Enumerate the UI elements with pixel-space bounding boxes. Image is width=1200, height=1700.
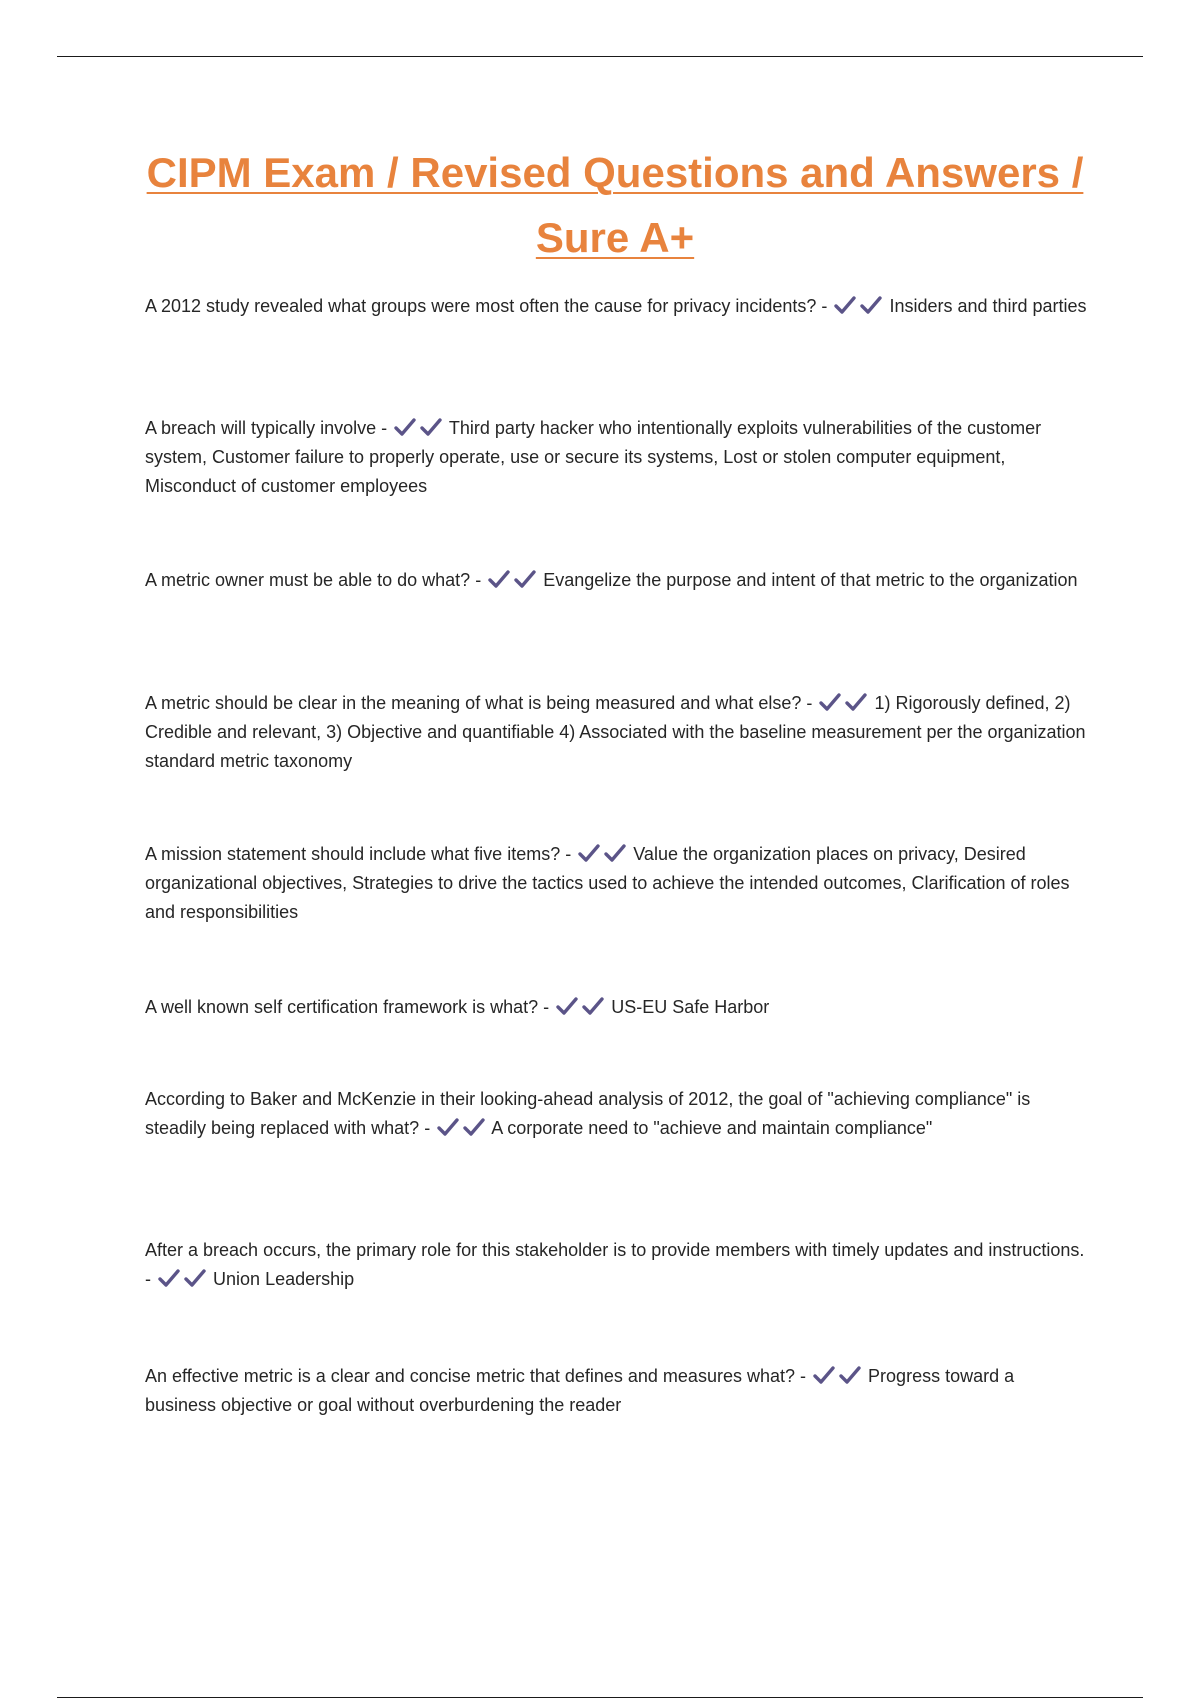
qa-item: [145, 689, 1090, 776]
check-icon: [581, 996, 605, 1016]
separator: -: [381, 418, 388, 438]
separator: -: [565, 844, 572, 864]
question-text: According to Baker and McKenzie in their looking-ahead analysis of 2012, the goal of "achieving compliance" is steadily being replaced with what?: [145, 1089, 1031, 1138]
document-title: CIPM Exam / Revised Questions and Answers / Sure A+: [146, 149, 1084, 261]
check-icon: [555, 996, 579, 1016]
check-icon: [462, 1117, 486, 1137]
question-text: A mission statement should include what five items?: [145, 844, 561, 864]
check-icon: [838, 1365, 862, 1385]
answer-text: Value the organization places on privacy, Desired organizational objectives, Strategies to drive the tactics used to achieve the intended outcomes, Clarification of roles and responsibilities: [145, 844, 1070, 922]
answer-text: US-EU Safe Harbor: [611, 997, 770, 1017]
question-text: A 2012 study revealed what groups were most often the cause for privacy incidents?: [145, 296, 817, 316]
question-text: An effective metric is a clear and concise metric that defines and measures what?: [145, 1366, 795, 1386]
check-icon: [818, 692, 842, 712]
check-icon: [393, 417, 417, 437]
answer-text: Evangelize the purpose and intent of that metric to the organization: [543, 570, 1078, 590]
check-icon: [487, 569, 511, 589]
check-icon: [183, 1268, 207, 1288]
qa-item: [145, 414, 1090, 501]
qa-item: [145, 1085, 1090, 1143]
check-icon: [157, 1268, 181, 1288]
answer-text: Progress toward a business objective or goal without overburdening the reader: [145, 1366, 1015, 1415]
check-icon: [844, 692, 868, 712]
check-icon: [603, 843, 627, 863]
check-icon: [419, 417, 443, 437]
qa-item: [145, 292, 1090, 321]
bottom-rule: [57, 1697, 1143, 1698]
check-icon: [812, 1365, 836, 1385]
check-icon: [859, 295, 883, 315]
answer-text: Insiders and third parties: [889, 296, 1087, 316]
separator: -: [821, 296, 828, 316]
top-rule: [57, 56, 1143, 57]
check-icon: [436, 1117, 460, 1137]
separator: -: [800, 1366, 807, 1386]
qa-item: [145, 1236, 1090, 1294]
separator: -: [424, 1118, 431, 1138]
separator: -: [475, 570, 482, 590]
question-text: A well known self certification framework is what?: [145, 997, 539, 1017]
question-text: A metric owner must be able to do what?: [145, 570, 471, 590]
check-icon: [513, 569, 537, 589]
question-text: A breach will typically involve: [145, 418, 377, 438]
qa-item: [145, 993, 1090, 1022]
qa-item: [145, 840, 1090, 927]
question-text: After a breach occurs, the primary role for this stakeholder is to provide members with timely updates and instructions.: [145, 1240, 1085, 1260]
check-icon: [833, 295, 857, 315]
answer-text: Union Leadership: [213, 1269, 355, 1289]
answer-text: 1) Rigorously defined, 2) Credible and relevant, 3) Objective and quantifiable 4) Associated with the baseline measurement per the organization standard metric taxonomy: [145, 693, 1086, 771]
separator: -: [806, 693, 813, 713]
qa-item: [145, 1362, 1090, 1420]
check-icon: [577, 843, 601, 863]
answer-text: A corporate need to "achieve and maintain compliance": [491, 1118, 933, 1138]
separator: -: [145, 1269, 151, 1289]
separator: -: [543, 997, 550, 1017]
qa-item: [145, 566, 1090, 595]
question-text: A metric should be clear in the meaning of what is being measured and what else?: [145, 693, 802, 713]
answer-text: Third party hacker who intentionally exploits vulnerabilities of the customer system, Customer failure to properly operate, use or secure its systems, Lost or stolen computer equipment, Misconduct of customer employees: [145, 418, 1042, 496]
